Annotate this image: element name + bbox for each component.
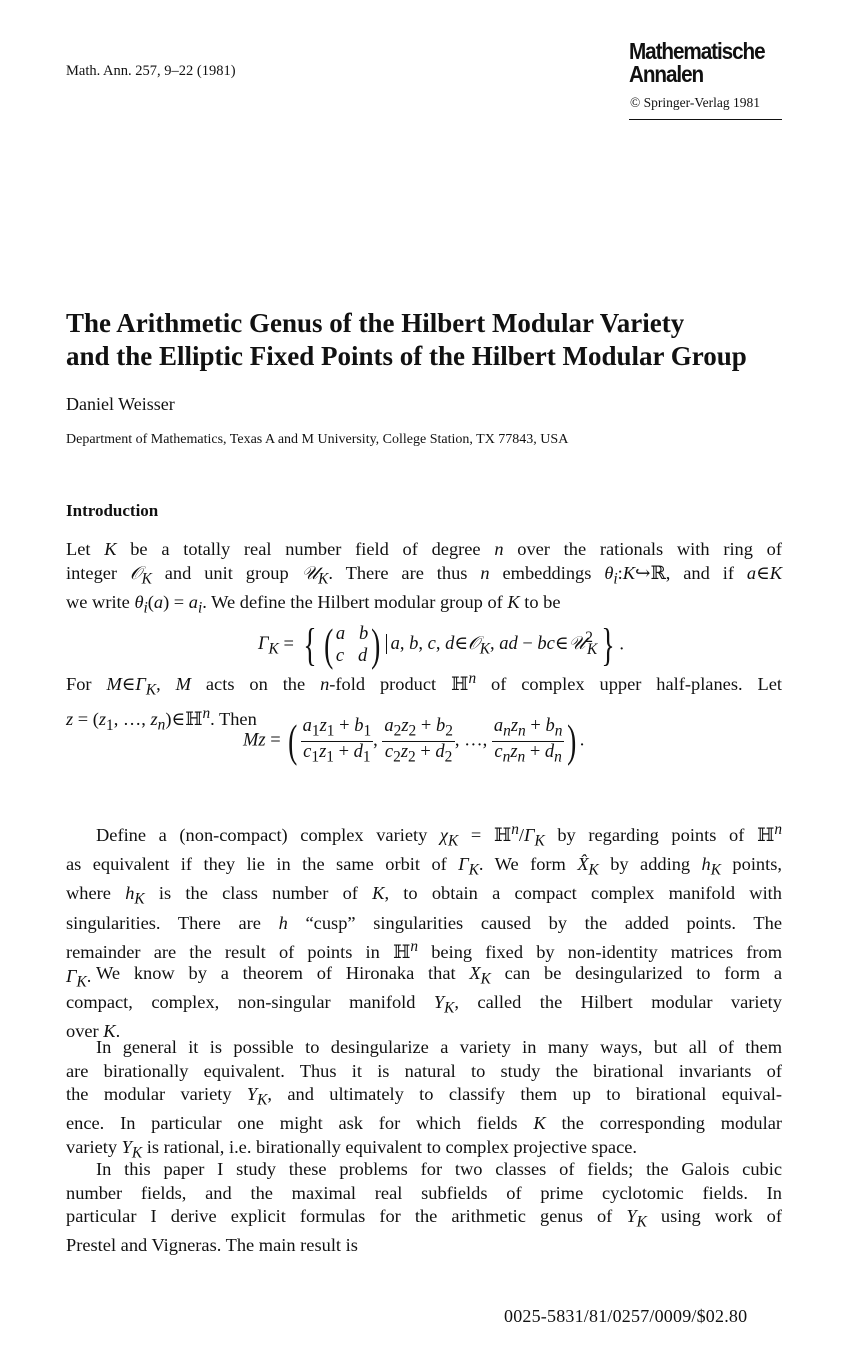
p4-line-3: over K. [66, 1021, 121, 1042]
journal-citation: Math. Ann. 257, 9–22 (1981) [66, 63, 236, 79]
p5-line-3: the modular variety $Y_K$, and ultimately to classify them up to birational equival- [66, 1084, 783, 1109]
paragraph-1 [66, 538, 782, 620]
section-heading: Introduction [66, 501, 159, 520]
paper-title [66, 307, 747, 373]
p4-line-2: compact, complex, non-singular manifold $Y_K$, called the Hilbert modular variety [66, 992, 782, 1017]
p3-line-5: remainder are the result of points in ℍ$^n$ being fixed by non-identity matrices from [66, 938, 783, 963]
paragraph-5 [66, 1036, 782, 1165]
author-name: Daniel Weisser [66, 394, 175, 414]
title-line-1: The Arithmetic Genus of the Hilbert Modular Variety [66, 308, 685, 338]
p3-line-6: $\Gamma_K$. [66, 965, 92, 991]
equation-modular-group: $\Gamma_K$ = { ( a b c d ) a, b, c, d∈𝒪$_K$, ad − bc∈𝒰$^2_K$} . [258, 619, 624, 670]
header-divider [629, 119, 782, 120]
equation-action: Mz = ( $\frac{a_1z_1 + b_1}{c_1z_1 + d_1}$ , $\frac{a_2z_2 + b_2}{c_2z_2 + d_2}$ , …, $\frac{a_nz_n + b_n}{c_nz_n + d_n}$ ) . [243, 715, 585, 767]
paragraph-6 [66, 1158, 782, 1258]
p6-line-1: In this paper I study these problems for two classes of fields; the Galois cubic [96, 1159, 782, 1179]
p5-line-1: In general it is possible to desingularize a variety in many ways, but all of them [96, 1037, 782, 1057]
p3-line-4: singularities. There are h “cusp” singularities caused by the added points. The [66, 912, 782, 933]
p1-line-1: Let K be a totally real number field of degree n over the rationals with ring of [66, 539, 782, 559]
p5-line-2: are birationally equivalent. Thus it is natural to study the birational invariants of [66, 1060, 782, 1081]
p2-line-2: $z = (z_1$, …, $z_n)\in ℍ^n$. Then [66, 705, 257, 735]
journal-logo-line2: Annalen [629, 61, 704, 87]
p6-line-2: number fields, and the maximal real subfields of prime cyclotomic fields. In [66, 1182, 782, 1203]
p4-line-1: We know by a theorem of Hironaka that $X_K$ can be desingularized to form a [96, 963, 782, 988]
journal-logo-line1: Mathematische [629, 38, 765, 64]
p5-line-4: ence. In particular one might ask for which fields K the corresponding modular [66, 1113, 782, 1134]
paragraph-4 [66, 962, 782, 1044]
publisher-copyright: © Springer-Verlag 1981 [630, 95, 760, 110]
p3-line-1: Define a (non-compact) complex variety $\chi_K$ = $ℍ^n/\Gamma_K$ by regarding points of ℍ$^n$ [96, 821, 782, 850]
p1-line-2: integer 𝒪$_K$ and unit group 𝒰$_K$. There are thus n embeddings $\theta_i:K↪ℝ$, and if a∈K [66, 562, 782, 588]
title-line-2: and the Elliptic Fixed Points of the Hilbert Modular Group [66, 341, 747, 371]
p3-line-3: where $h_K$ is the class number of K, to obtain a compact complex manifold with [66, 883, 782, 909]
p2-line-1: For $M\in\Gamma_K$, M acts on the n-fold product ℍ$^n$ of complex upper half-planes. Let [66, 670, 783, 699]
p3-line-2: as equivalent if they lie in the same orbit of $\Gamma_K$. We form $X̂_K$ by adding $h_K$ points, [66, 854, 782, 879]
p6-line-4: Prestel and Vigneras. The main result is [66, 1235, 358, 1256]
p6-line-3: particular I derive explicit formulas for the arithmetic genus of $Y_K$ using work of [66, 1206, 782, 1231]
author-affiliation: Department of Mathematics, Texas A and M University, College Station, TX 77843, USA [66, 432, 569, 447]
p5-line-5: variety $Y_K$ is rational, i.e. birationally equivalent to complex projective space. [66, 1136, 637, 1162]
article-code: 0025-5831/81/0257/0009/$02.80 [504, 1306, 748, 1326]
p1-line-3: we write $\theta_i(a) = a_i$. We define the Hilbert modular group of K to be [66, 591, 561, 617]
journal-logo [629, 40, 769, 86]
